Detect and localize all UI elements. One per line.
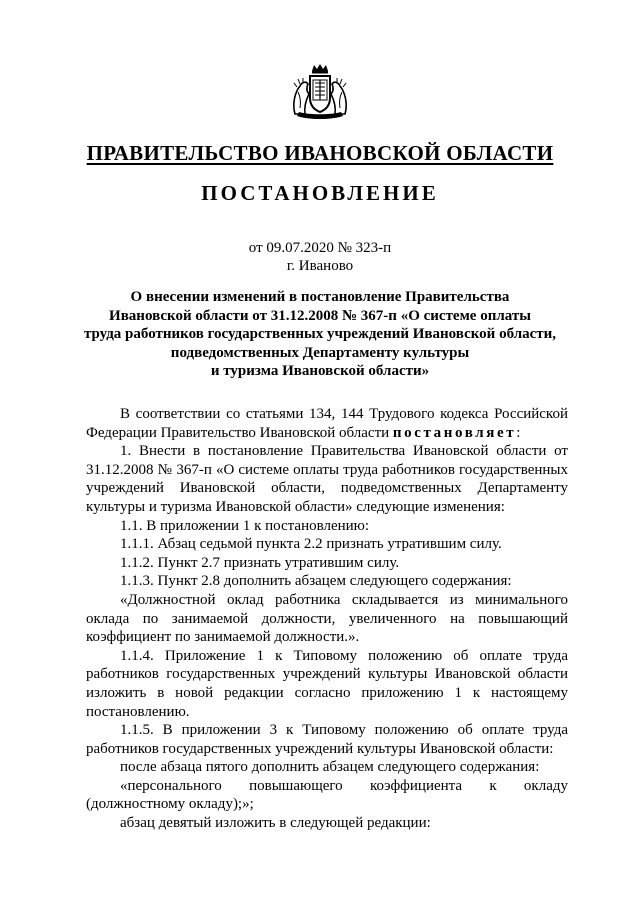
document-type: ПОСТАНОВЛЕНИЕ (201, 181, 439, 205)
body-paragraph: 1. Внести в постановление Правительства Ивановской области от 31.12.2008 № 367-п «О системе оплаты труда работников государственных учреждений Ивановской области, подведомственных Департаменту культуры и туризма Ивановской области» следующие изменения: (86, 443, 568, 515)
decree-keyword: постановляет (392, 424, 517, 441)
subject-line: подведомственных Департаменту культуры (170, 344, 470, 361)
body-paragraph: 1.1.1. Абзац седьмой пункта 2.2 признать утратившим силу. (120, 536, 502, 553)
body-paragraph: 1.1.5. В приложении 3 к Типовому положению об оплате труда работников государственных учреждений культуры Ивановской области: (86, 722, 568, 757)
body-paragraph: 1.1.2. Пункт 2.7 признать утратившим силу. (120, 554, 400, 571)
document-body (86, 405, 568, 833)
preamble-text: В соответствии со статьями 134, 144 Трудового кодекса Российской Федерации Правительство Ивановской области (86, 406, 568, 441)
coat-of-arms-icon (289, 62, 351, 122)
subject-line: и туризма Ивановской области» (210, 363, 430, 379)
body-paragraph: после абзаца пятого дополнить абзацем следующего содержания: (120, 759, 540, 776)
body-paragraph: абзац девятый изложить в следующей редакции: (120, 815, 431, 832)
subject-line: О внесении изменений в постановление Правительства (130, 289, 510, 305)
subject-line: Ивановской области от 31.12.2008 № 367-п «О системе оплаты (109, 307, 531, 324)
document-city: г. Иваново (286, 258, 354, 274)
body-paragraph: 1.1.3. Пункт 2.8 дополнить абзацем следующего содержания: (120, 573, 512, 590)
body-paragraph: «Должностной оклад работника складывается из минимального оклада по занимаемой должности, увеличенного на повышающий коэффициент по занимаемой должности.». (86, 591, 568, 646)
document-subject (60, 288, 580, 381)
body-paragraph: 1.1.4. Приложение 1 к Типовому положению об оплате труда работников государственных учреждений культуры Ивановской области изложить в новой редакции согласно приложению 1 к настоящему постановлению. (86, 647, 568, 720)
subject-line: труда работников государственных учреждений Ивановской области, (83, 326, 557, 342)
government-title: ПРАВИТЕЛЬСТВО ИВАНОВСКОЙ ОБЛАСТИ (86, 141, 554, 165)
body-paragraph: «персонального повышающего коэффициента к окладу (должностному окладу);»; (86, 777, 568, 813)
body-paragraph: 1.1. В приложении 1 к постановлению: (120, 517, 370, 534)
document-date-number: от 09.07.2020 № 323-п (248, 240, 392, 256)
preamble-colon: : (516, 424, 521, 441)
preamble-paragraph (86, 405, 568, 442)
